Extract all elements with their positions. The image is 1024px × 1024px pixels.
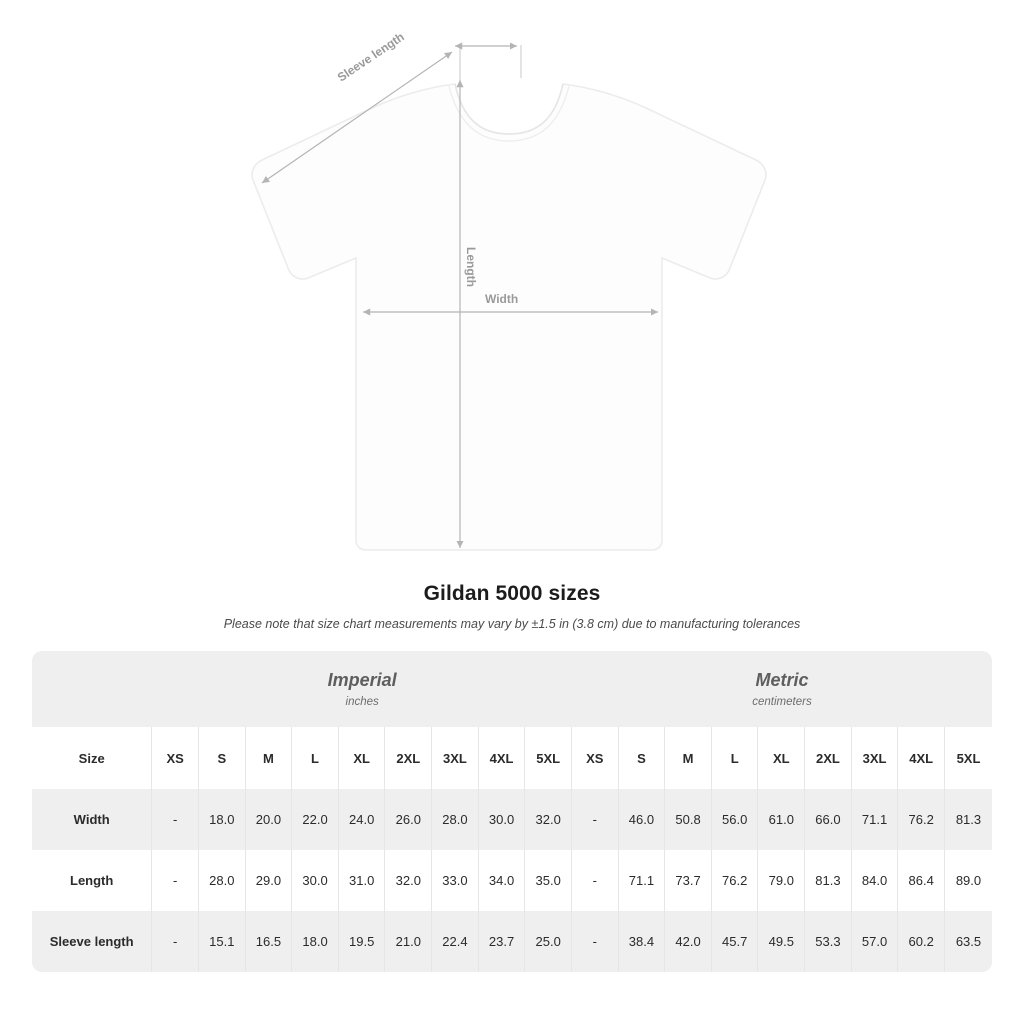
header-metric-xl: XL (758, 727, 805, 789)
cell-sleeve-metric-5xl: 63.5 (945, 911, 992, 972)
cell-length-metric-xs: - (572, 850, 619, 911)
cell-width-metric-4xl: 76.2 (898, 789, 945, 850)
table-row (32, 789, 992, 850)
header-imperial-xl: XL (339, 727, 386, 789)
unit-corner-cell (32, 651, 152, 727)
cell-length-metric-m: 73.7 (665, 850, 712, 911)
cell-sleeve-metric-4xl: 60.2 (898, 911, 945, 972)
title-block (0, 582, 1024, 631)
cell-length-metric-2xl: 81.3 (805, 850, 852, 911)
cell-width-imperial-xs: - (152, 789, 199, 850)
cell-width-imperial-3xl: 28.0 (432, 789, 479, 850)
cell-sleeve-metric-3xl: 57.0 (852, 911, 899, 972)
cell-length-imperial-3xl: 33.0 (432, 850, 479, 911)
cell-width-imperial-2xl: 26.0 (385, 789, 432, 850)
cell-width-imperial-s: 18.0 (199, 789, 246, 850)
cell-length-metric-l: 76.2 (712, 850, 759, 911)
cell-sleeve-metric-xl: 49.5 (758, 911, 805, 972)
header-imperial-s: S (199, 727, 246, 789)
header-imperial-xs: XS (152, 727, 199, 789)
size-header-row (32, 727, 992, 789)
cell-sleeve-metric-xs: - (572, 911, 619, 972)
cell-length-imperial-2xl: 32.0 (385, 850, 432, 911)
cell-sleeve-imperial-3xl: 22.4 (432, 911, 479, 972)
cell-length-metric-4xl: 86.4 (898, 850, 945, 911)
cell-sleeve-metric-m: 42.0 (665, 911, 712, 972)
cell-sleeve-imperial-4xl: 23.7 (479, 911, 526, 972)
cell-length-imperial-xl: 31.0 (339, 850, 386, 911)
header-metric-xs: XS (572, 727, 619, 789)
size-table (32, 651, 992, 972)
annotation-length-label: Length (464, 247, 478, 287)
tshirt-shape (252, 84, 766, 550)
tolerance-note: Please note that size chart measurements may vary by ±1.5 in (3.8 cm) due to manufacturing tolerances (223, 617, 801, 631)
cell-length-imperial-m: 29.0 (246, 850, 293, 911)
cell-width-metric-5xl: 81.3 (945, 789, 992, 850)
cell-width-imperial-xl: 24.0 (339, 789, 386, 850)
page-title: Gildan 5000 sizes (423, 582, 601, 605)
header-metric-4xl: 4XL (898, 727, 945, 789)
header-imperial-5xl: 5XL (525, 727, 572, 789)
size-table-wrapper (32, 651, 992, 972)
header-size: Size (32, 727, 152, 789)
annotation-sleeve-length-label: Sleeve length (334, 29, 407, 85)
cell-length-imperial-4xl: 34.0 (479, 850, 526, 911)
header-imperial-m: M (246, 727, 293, 789)
row-label-length: Length (32, 850, 152, 911)
cell-sleeve-imperial-xs: - (152, 911, 199, 972)
unit-metric-sub: centimeters (752, 696, 812, 708)
cell-length-imperial-5xl: 35.0 (525, 850, 572, 911)
cell-length-imperial-xs: - (152, 850, 199, 911)
unit-imperial-sub: inches (345, 696, 379, 708)
header-imperial-2xl: 2XL (385, 727, 432, 789)
cell-length-metric-5xl: 89.0 (945, 850, 992, 911)
unit-metric-cell (572, 651, 992, 727)
annotation-width-label: Width (485, 292, 519, 306)
cell-sleeve-imperial-2xl: 21.0 (385, 911, 432, 972)
cell-width-metric-2xl: 66.0 (805, 789, 852, 850)
cell-sleeve-imperial-5xl: 25.0 (525, 911, 572, 972)
cell-sleeve-imperial-m: 16.5 (246, 911, 293, 972)
cell-width-metric-l: 56.0 (712, 789, 759, 850)
cell-width-imperial-l: 22.0 (292, 789, 339, 850)
row-label-sleeve-length: Sleeve length (32, 911, 152, 972)
cell-length-metric-xl: 79.0 (758, 850, 805, 911)
cell-width-metric-xl: 61.0 (758, 789, 805, 850)
cell-width-imperial-5xl: 32.0 (525, 789, 572, 850)
cell-width-imperial-m: 20.0 (246, 789, 293, 850)
table-row (32, 850, 992, 911)
unit-header-row (32, 651, 992, 727)
unit-imperial-cell (152, 651, 572, 727)
header-metric-l: L (712, 727, 759, 789)
header-metric-5xl: 5XL (945, 727, 992, 789)
cell-length-imperial-s: 28.0 (199, 850, 246, 911)
cell-sleeve-metric-l: 45.7 (712, 911, 759, 972)
cell-width-metric-xs: - (572, 789, 619, 850)
cell-length-imperial-l: 30.0 (292, 850, 339, 911)
header-metric-3xl: 3XL (852, 727, 899, 789)
header-metric-2xl: 2XL (805, 727, 852, 789)
cell-width-metric-3xl: 71.1 (852, 789, 899, 850)
cell-length-metric-s: 71.1 (619, 850, 666, 911)
cell-sleeve-imperial-s: 15.1 (199, 911, 246, 972)
cell-width-imperial-4xl: 30.0 (479, 789, 526, 850)
cell-length-metric-3xl: 84.0 (852, 850, 899, 911)
cell-sleeve-metric-2xl: 53.3 (805, 911, 852, 972)
cell-sleeve-metric-s: 38.4 (619, 911, 666, 972)
cell-sleeve-imperial-xl: 19.5 (339, 911, 386, 972)
header-imperial-l: L (292, 727, 339, 789)
cell-width-metric-s: 46.0 (619, 789, 666, 850)
header-imperial-3xl: 3XL (432, 727, 479, 789)
unit-metric-name: Metric (755, 670, 809, 690)
row-label-width: Width (32, 789, 152, 850)
header-imperial-4xl: 4XL (479, 727, 526, 789)
table-row (32, 911, 992, 972)
unit-imperial-name: Imperial (327, 670, 397, 690)
cell-width-metric-m: 50.8 (665, 789, 712, 850)
cell-sleeve-imperial-l: 18.0 (292, 911, 339, 972)
header-metric-m: M (665, 727, 712, 789)
header-metric-s: S (619, 727, 666, 789)
